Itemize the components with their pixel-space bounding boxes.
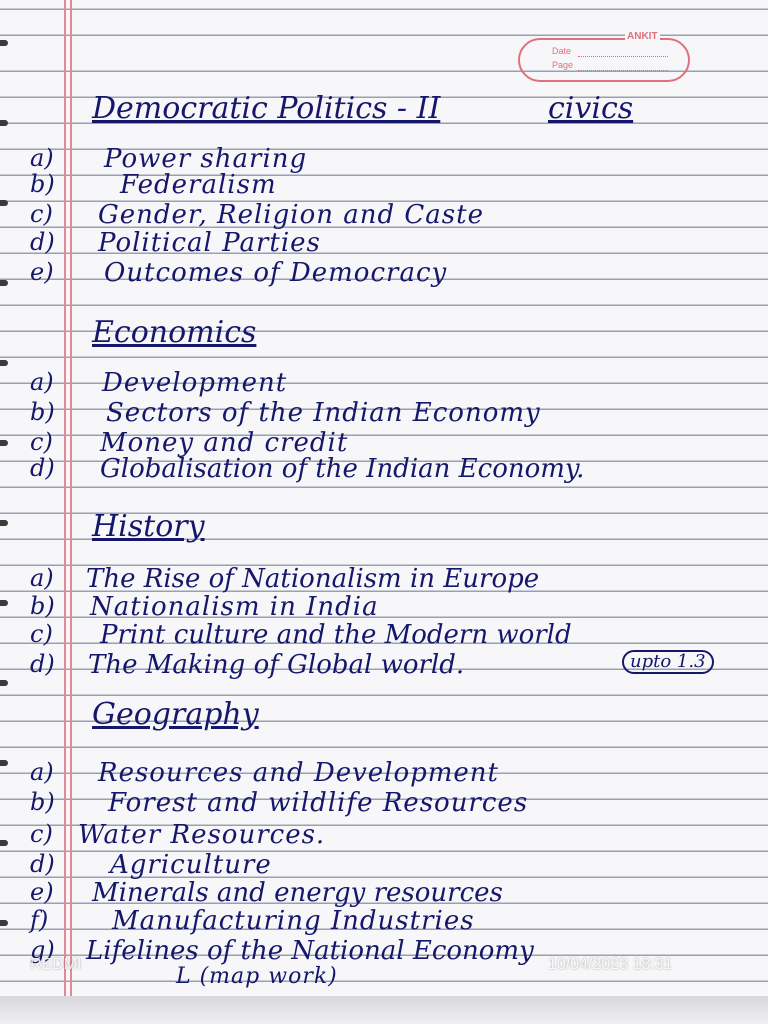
list-marker: f) (30, 906, 49, 934)
list-marker: c) (30, 820, 53, 848)
list-item: Agriculture (110, 850, 272, 880)
spiral-ring (0, 280, 8, 286)
section-heading-history: History (92, 509, 205, 544)
list-item: Nationalism in India (90, 592, 379, 622)
margin-line-inner (70, 0, 72, 996)
list-marker: c) (30, 620, 53, 648)
list-marker: c) (30, 200, 53, 228)
list-item: Federalism (120, 170, 277, 200)
list-item: Water Resources. (78, 820, 326, 850)
stamp-date-rule (578, 56, 668, 57)
list-marker: a) (30, 144, 54, 172)
upto-badge: upto 1.3 (622, 650, 714, 674)
list-marker: e) (30, 878, 54, 906)
list-item: Print culture and the Modern world (100, 620, 572, 650)
section-heading-geography: Geography (92, 697, 259, 732)
list-item: Lifelines of the National Economy (86, 936, 534, 966)
spiral-ring (0, 600, 8, 606)
map-work-note: L (map work) (176, 964, 338, 989)
page-bottom-shadow (0, 996, 768, 1024)
list-item: Political Parties (98, 228, 321, 258)
list-marker: c) (30, 428, 53, 456)
camera-brand-watermark: REDMI (30, 956, 82, 973)
date-page-stamp (518, 31, 690, 82)
spiral-ring (0, 920, 8, 926)
timestamp-watermark: 10/04/2023 18:31 (548, 956, 673, 973)
stamp-brand: ANKIT (627, 31, 658, 42)
list-item: Globalisation of the Indian Economy. (100, 454, 585, 484)
list-item: The Rise of Nationalism in Europe (86, 564, 540, 594)
stamp-page-label: Page (552, 60, 574, 70)
spiral-ring (0, 200, 8, 206)
list-marker: e) (30, 258, 54, 286)
spiral-ring (0, 40, 8, 46)
list-marker: b) (30, 592, 55, 620)
list-marker: a) (30, 564, 54, 592)
list-marker: d) (30, 650, 55, 678)
list-marker: b) (30, 170, 55, 198)
list-marker: d) (30, 850, 55, 878)
spiral-ring (0, 520, 8, 526)
section-heading-economics: Economics (92, 315, 257, 350)
spiral-ring (0, 360, 8, 366)
margin-line (64, 0, 66, 996)
list-item: Sectors of the Indian Economy (106, 398, 541, 428)
list-item: Outcomes of Democracy (104, 258, 448, 288)
stamp-page-rule (578, 70, 668, 71)
list-marker: a) (30, 368, 54, 396)
list-marker: a) (30, 758, 54, 786)
spiral-ring (0, 120, 8, 126)
list-item: Development (102, 368, 288, 398)
list-item: Forest and wildlife Resources (108, 788, 529, 818)
list-item: Money and credit (100, 428, 349, 458)
stamp-date-label: Date (552, 46, 572, 56)
spiral-ring (0, 760, 8, 766)
list-item: Gender, Religion and Caste (98, 200, 484, 230)
list-item: Resources and Development (98, 758, 499, 788)
list-marker: g) (30, 936, 55, 964)
list-marker: d) (30, 454, 55, 482)
spiral-ring (0, 840, 8, 846)
list-marker: b) (30, 398, 55, 426)
spiral-ring (0, 680, 8, 686)
list-marker: d) (30, 228, 55, 256)
spiral-ring (0, 440, 8, 446)
list-item: Manufacturing Industries (112, 906, 475, 936)
list-item: Power sharing (104, 144, 308, 174)
list-marker: b) (30, 788, 55, 816)
page-title: Democratic Politics - II (92, 91, 441, 126)
subject-label: civics (548, 91, 634, 126)
list-item: The Making of Global world. (88, 650, 465, 680)
list-item: Minerals and energy resources (92, 878, 503, 908)
